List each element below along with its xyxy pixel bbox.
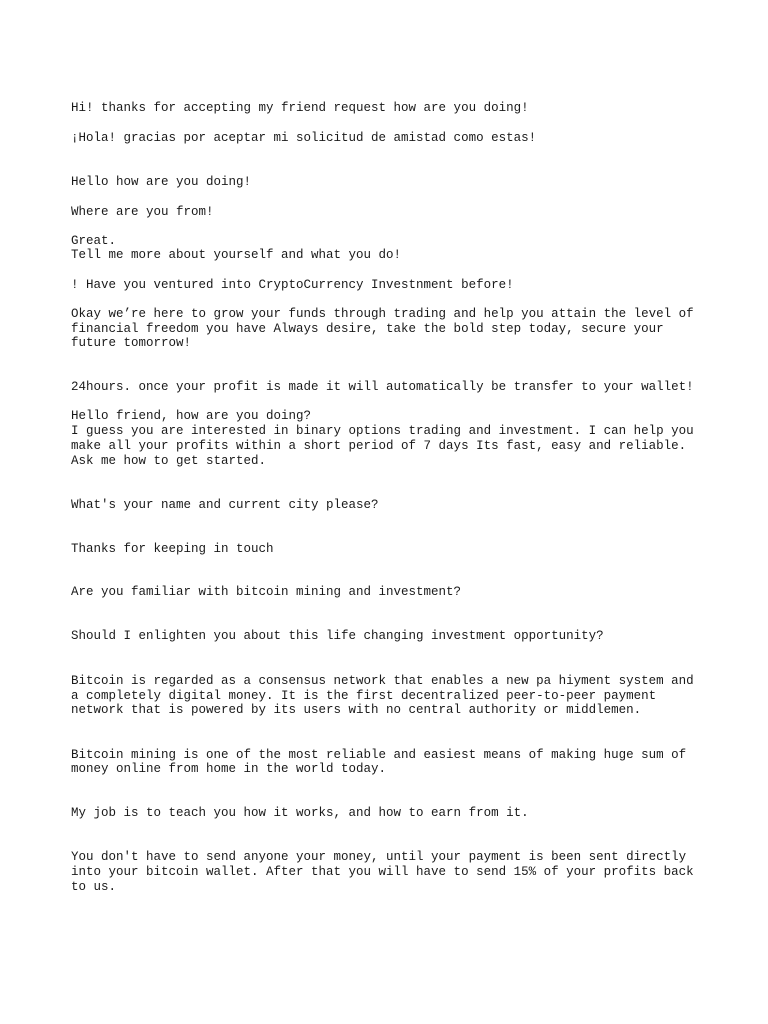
text-line: ! Have you ventured into CryptoCurrency Investnment before!: [71, 278, 514, 292]
text-line: What's your name and current city please?: [71, 498, 379, 512]
text-line: Are you familiar with bitcoin mining and investment?: [71, 585, 462, 599]
text-line: Tell me more about yourself and what you do!: [71, 248, 402, 262]
text-line: 24hours. once your profit is made it will automatically be transfer to your wallet!: [71, 380, 694, 394]
text-line: Bitcoin is regarded as a consensus network that enables a new pa hiyment system and: [71, 674, 694, 688]
text-line: into your bitcoin wallet. After that you will have to send 15% of your profits back: [71, 865, 694, 879]
text-line: Hello friend, how are you doing?: [71, 409, 312, 423]
text-line: You don't have to send anyone your money, until your payment is been sent directly: [71, 850, 687, 864]
text-line: to us.: [71, 880, 117, 894]
text-line: financial freedom you have Always desire, take the bold step today, secure your: [71, 322, 664, 336]
text-line: Great.: [71, 234, 117, 248]
text-line: make all your profits within a short period of 7 days Its fast, easy and reliable.: [71, 439, 687, 453]
text-line: future tomorrow!: [71, 336, 192, 350]
text-line: ¡Hola! gracias por aceptar mi solicitud de amistad como estas!: [71, 131, 537, 145]
text-line: My job is to teach you how it works, and how to earn from it.: [71, 806, 529, 820]
text-line: I guess you are interested in binary options trading and investment. I can help you: [71, 424, 694, 438]
text-line: Hello how are you doing!: [71, 175, 252, 189]
text-line: network that is powered by its users with no central authority or middlemen.: [71, 703, 642, 717]
text-line: Should I enlighten you about this life changing investment opportunity?: [71, 629, 604, 643]
text-line: Thanks for keeping in touch: [71, 542, 274, 556]
text-line: Ask me how to get started.: [71, 454, 267, 468]
text-line: Bitcoin mining is one of the most reliable and easiest means of making huge sum of: [71, 748, 687, 762]
text-line: money online from home in the world today.: [71, 762, 387, 776]
text-line: Hi! thanks for accepting my friend request how are you doing!: [71, 101, 529, 115]
text-line: Okay we’re here to grow your funds through trading and help you attain the level of: [71, 307, 694, 321]
text-line: Where are you from!: [71, 205, 214, 219]
text-line: a completely digital money. It is the first decentralized peer-to-peer payment: [71, 689, 657, 703]
